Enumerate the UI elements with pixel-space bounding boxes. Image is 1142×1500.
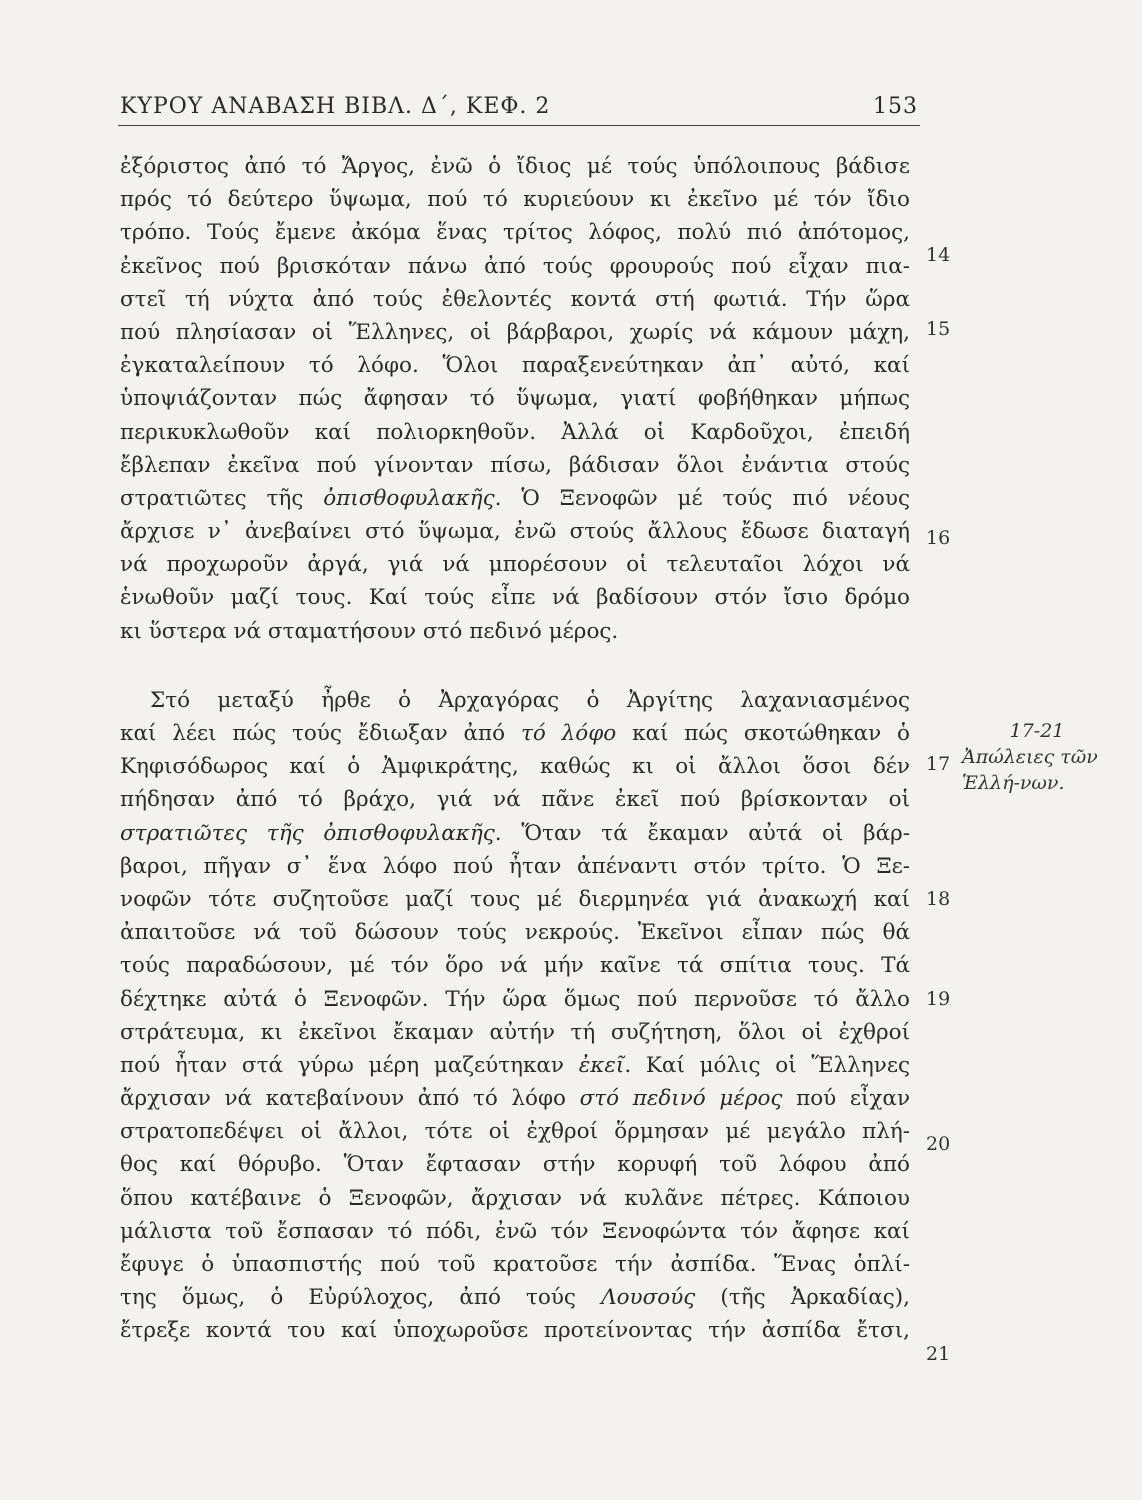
text-line: ἐκεῖνος πού βρισκόταν πάνω ἀπό τούς φρουρούς πού εἶχαν πια- [120,253,910,279]
italic-phrase: ὀπισθοφυλακῆς [323,485,495,511]
section-number: 21 [926,1343,951,1365]
italic-phrase: ἐκεῖ [578,1052,625,1078]
italic-phrase: τό λόφο [520,721,617,746]
paragraph-gap [120,648,910,684]
text-line: πρός τό δεύτερο ὕψωμα, πού τό κυριεύουν κι ἐκεῖνο μέ τόν ἴδιο [120,187,910,213]
text-line: ἔβλεπαν ἐκεῖνα πού γίνονταν πίσω, βάδισαν ὅλοι ἐνάντια στούς [120,452,910,478]
text-line: νά προχωροῦν ἀργά, γιά νά μπορέσουν οἱ τελευταῖοι λόχοι νά [120,552,910,578]
text-line: τρόπο. Τούς ἔμενε ἀκόμα ἕνας τρίτος λόφος, πολύ πιό ἀπότομος, [120,220,910,246]
margin-note-text: Ἀπώλειες τῶν Ἑλλή-νων. [962,746,1098,794]
text-line: θος καί θόρυβο. Ὅταν ἔφτασαν στήν κορυφή τοῦ λόφου ἀπό [120,1152,910,1178]
page-number: 153 [873,94,918,119]
italic-phrase: στό πεδινό μέρος [579,1086,783,1112]
text-line: στρατιῶτες τῆς ὀπισθοφυλακῆς. Ὁ Ξενοφῶν μέ τούς πιό νέους [120,485,910,511]
text-line: πήδησαν ἀπό τό βράχο, γιά νά πᾶνε ἐκεῖ πού βρίσκονταν οἱ [120,787,910,813]
text-line: της ὅμως, ὁ Εὐρύλοχος, ἀπό τούς Λουσούς (τῆς Ἀρκαδίας), [120,1285,910,1311]
text-line: βαροι, πῆγαν σ᾿ ἕνα λόφο πού ἦταν ἀπέναντι στόν τρίτο. Ὁ Ξε- [120,853,910,879]
running-head [120,82,918,119]
text-line: πού πλησίασαν οἱ Ἕλληνες, οἱ βάρβαροι, χωρίς νά κάμουν μάχη, [120,319,910,345]
text-line: πού ἦταν στά γύρω μέρη μαζεύτηκαν ἐκεῖ. Καί μόλις οἱ Ἕλληνες [120,1052,910,1078]
text-line: Κηφισόδωρος καί ὁ Ἀμφικράτης, καθώς κι οἱ ἄλλοι ὅσοι δέν [120,754,910,780]
section-number: 20 [926,1133,951,1155]
text-line: ἔτρεξε κοντά του καί ὑποχωροῦσε προτείνοντας τήν ἀσπίδα ἔτσι, [120,1318,910,1344]
text-line: στεῖ τή νύχτα ἀπό τούς ἐθελοντές κοντά στή φωτιά. Τήν ὥρα [120,286,910,312]
text-line: ἀπαιτοῦσε νά τοῦ δώσουν τούς νεκρούς. Ἐκεῖνοι εἶπαν πώς θά [120,920,910,946]
italic-phrase: Λουσούς [601,1285,696,1311]
text-line: ἑνωθοῦν μαζί τους. Καί τούς εἶπε νά βαδίσουν στόν ἴσιο δρόμο [120,585,910,611]
text-line: δέχτηκε αὐτά ὁ Ξενοφῶν. Τήν ὥρα ὅμως πού περνοῦσε τό ἄλλο [120,986,910,1012]
section-number: 18 [926,888,951,910]
text-line: ἐγκαταλείπουν τό λόφο. Ὅλοι παραξενεύτηκαν ἀπ᾿ αὐτό, καί [120,353,910,379]
text-line: μάλιστα τοῦ ἔσπασαν τό πόδι, ἐνῶ τόν Ξενοφώντα τόν ἄφησε καί [120,1218,910,1244]
text-line: ἔφυγε ὁ ὑπασπιστής πού τοῦ κρατοῦσε τήν ἀσπίδα. Ἕνας ὁπλί- [120,1252,910,1277]
header-rule [118,125,920,126]
italic-phrase: στρατιῶτες τῆς ὀπισθοφυλακῆς [120,820,495,846]
text-line: κι ὕστερα νά σταματήσουν στό πεδινό μέρος. [120,618,619,644]
text-line: καί λέει πώς τούς ἔδιωξαν ἀπό τό λόφο καί πώς σκοτώθηκαν ὁ [120,721,910,746]
text-line: στρατοπεδέψει οἱ ἄλλοι, τότε οἱ ἐχθροί ὅρμησαν μέ μεγάλο πλή- [120,1119,910,1145]
section-number: 19 [926,988,951,1010]
body-text [120,150,910,1348]
text-line: νοφῶν τότε συζητοῦσε μαζί τους μέ διερμηνέα γιά ἀνακωχή καί [120,886,910,912]
section-number: 14 [926,244,951,266]
text-line: ἄρχισε ν᾿ ἀνεβαίνει στό ὕψωμα, ἐνῶ στούς ἄλλους ἔδωσε διαταγή [120,519,910,545]
text-line: τούς παραδώσουν, μέ τόν ὅρο νά μήν καῖνε τά σπίτια τους. Τά [120,953,910,979]
running-head-title: ΚΥΡΟΥ ΑΝΑΒΑΣΗ ΒΙΒΛ. Δ΄, ΚΕΦ. 2 [120,94,551,119]
text-line: περικυκλωθοῦν καί πολιορκηθοῦν. Ἀλλά οἱ Καρδοῦχοι, ἐπειδή [120,419,910,445]
text-line: στρατιῶτες τῆς ὀπισθοφυλακῆς. Ὅταν τά ἔκαμαν αὐτά οἱ βάρ- [120,820,910,846]
section-number: 16 [926,527,951,549]
text-line: ὑποψιάζονταν πώς ἄφησαν τό ὕψωμα, γιατί φοβήθηκαν μήπως [120,386,910,412]
text-line: ὅπου κατέβαινε ὁ Ξενοφῶν, ἄρχισαν νά κυλᾶνε πέτρες. Κάποιου [120,1185,910,1211]
margin-note-range: 17-21 [1009,720,1065,742]
margin-note [962,718,1112,796]
section-number: 15 [926,318,951,340]
text-line: ἐξόριστος ἀπό τό Ἄργος, ἐνῶ ὁ ἴδιος μέ τούς ὑπόλοιπους βάδισε [120,154,910,179]
section-number: 17 [926,753,951,775]
text-line: στράτευμα, κι ἐκεῖνοι ἔκαμαν αὐτήν τή συζήτηση, ὅλοι οἱ ἐχθροί [120,1019,910,1045]
text-line: Στό μεταξύ ἦρθε ὁ Ἀρχαγόρας ὁ Ἀργίτης λαχανιασμένος [150,687,910,713]
text-line: ἄρχισαν νά κατεβαίνουν ἀπό τό λόφο στό πεδινό μέρος πού εἶχαν [120,1086,910,1112]
